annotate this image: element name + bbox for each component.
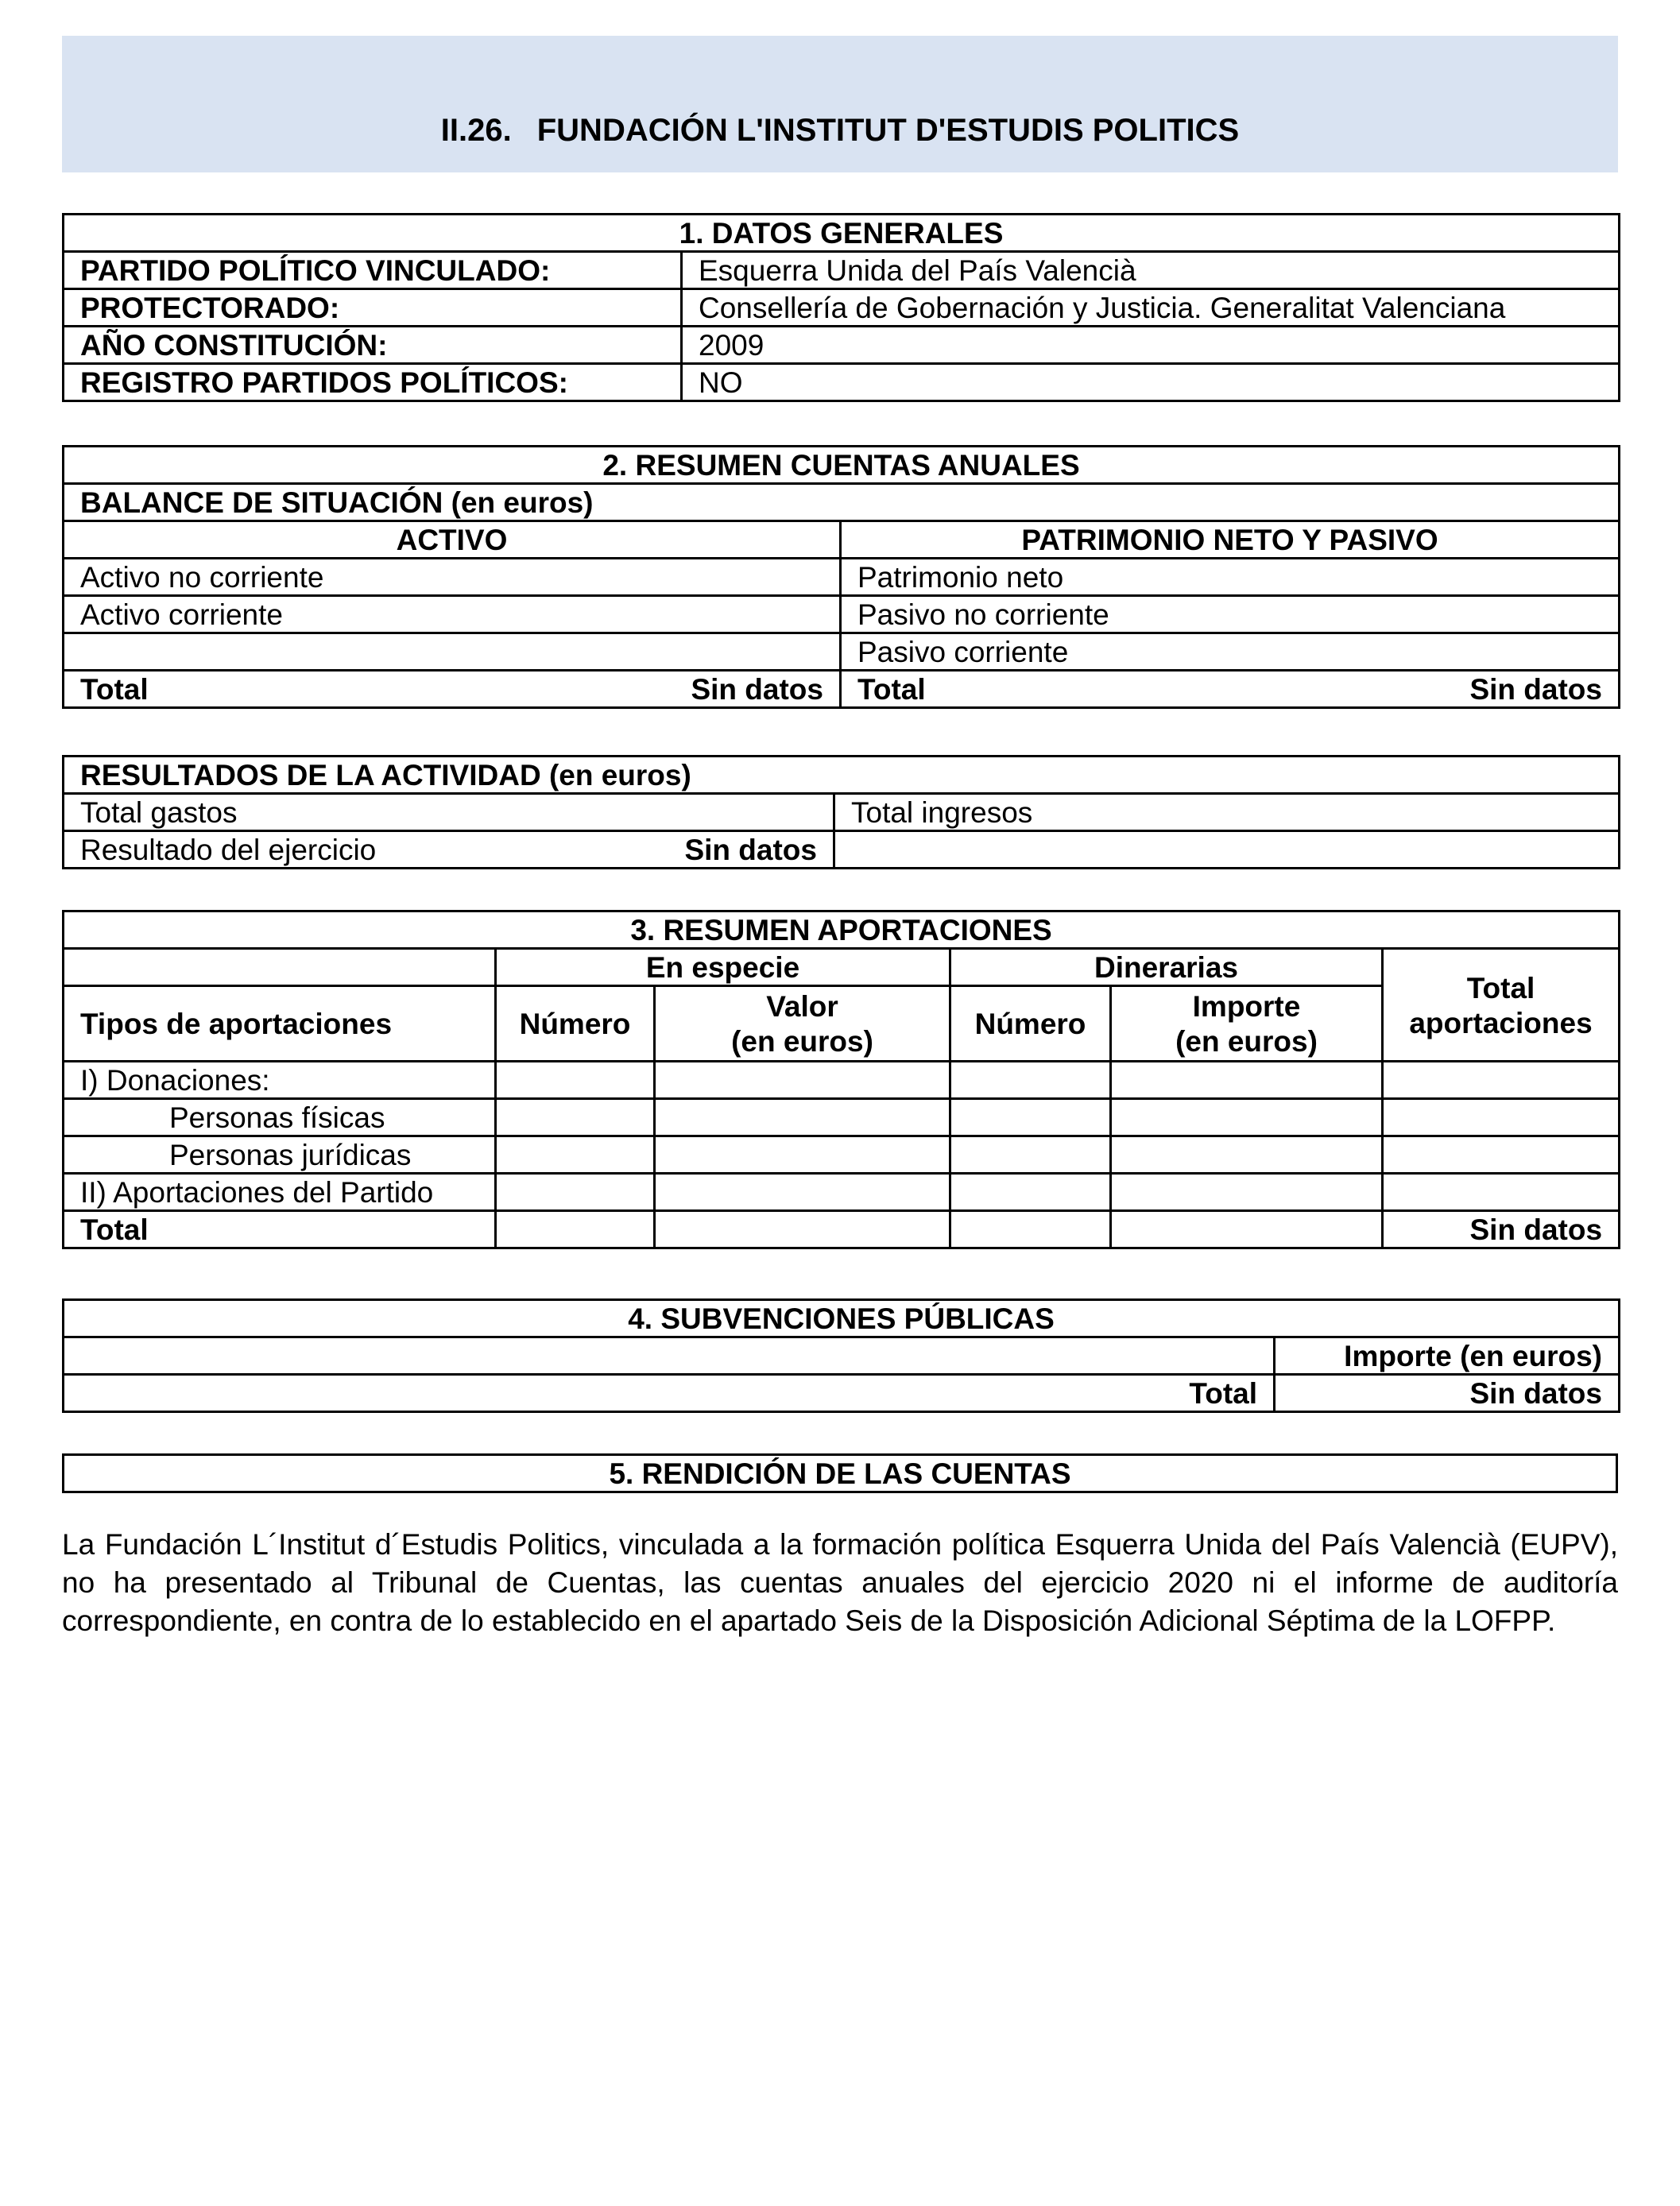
tipos-header: Tipos de aportaciones xyxy=(64,986,496,1062)
rendicion-title: 5. RENDICIÓN DE LAS CUENTAS xyxy=(64,1455,1617,1492)
table-cell xyxy=(496,1099,655,1136)
resultado-empty-cell xyxy=(834,831,1620,869)
rendicion-table xyxy=(62,1453,1618,1493)
table-cell xyxy=(1111,1136,1383,1174)
pasivo-header: PATRIMONIO NETO Y PASIVO xyxy=(841,521,1620,559)
table-row xyxy=(64,252,1620,289)
subvenciones-table xyxy=(62,1298,1620,1413)
table-row xyxy=(64,596,1620,633)
table-cell xyxy=(950,1099,1111,1136)
table-cell xyxy=(1111,1062,1383,1099)
resultado-cell xyxy=(64,831,834,869)
subvenciones-title: 4. SUBVENCIONES PÚBLICAS xyxy=(64,1300,1620,1337)
table-row xyxy=(64,794,1620,831)
total-aportaciones-line2: aportaciones xyxy=(1409,1006,1593,1039)
table-row xyxy=(64,671,1620,708)
subvenciones-total-value: Sin datos xyxy=(1275,1375,1620,1412)
total-ingresos: Total ingresos xyxy=(834,794,1620,831)
table-cell xyxy=(655,1099,950,1136)
table-row xyxy=(64,911,1620,949)
pasivo-corriente: Pasivo corriente xyxy=(841,633,1620,671)
table-cell xyxy=(1383,1174,1620,1211)
table-row xyxy=(64,215,1620,252)
table-row xyxy=(64,1174,1620,1211)
table-row xyxy=(64,831,1620,869)
total-aportaciones-line1: Total xyxy=(1466,971,1535,1004)
table-cell xyxy=(1111,1099,1383,1136)
activo-total-cell xyxy=(64,671,841,708)
valor-header xyxy=(655,986,950,1062)
pasivo-total-value: Sin datos xyxy=(1469,673,1602,706)
table-cell xyxy=(655,1062,950,1099)
pasivo-no-corriente: Pasivo no corriente xyxy=(841,596,1620,633)
activo-total-label: Total xyxy=(80,673,149,706)
table-cell xyxy=(1383,1099,1620,1136)
donaciones-label: I) Donaciones: xyxy=(64,1062,496,1099)
section-number: II.26. xyxy=(440,113,512,148)
importe-euros-header: Importe (en euros) xyxy=(1275,1337,1620,1375)
table-cell xyxy=(1383,1062,1620,1099)
activo-no-corriente: Activo no corriente xyxy=(64,559,841,596)
table-cell xyxy=(1383,1136,1620,1174)
personas-juridicas-label: Personas jurídicas xyxy=(64,1136,496,1174)
table-cell xyxy=(496,1174,655,1211)
header-empty-cell xyxy=(64,949,496,986)
table-cell xyxy=(655,1174,950,1211)
aportaciones-table xyxy=(62,910,1620,1249)
table-row xyxy=(64,1375,1620,1412)
dinerarias-numero-header: Número xyxy=(950,986,1111,1062)
table-cell xyxy=(950,1062,1111,1099)
table-row xyxy=(64,1337,1620,1375)
valor-line2: (en euros) xyxy=(731,1025,873,1058)
subvenciones-empty-cell xyxy=(64,1337,1275,1375)
registro-label: REGISTRO PARTIDOS POLÍTICOS: xyxy=(64,364,682,401)
partido-label: PARTIDO POLÍTICO VINCULADO: xyxy=(64,252,682,289)
ano-constitucion-label: AÑO CONSTITUCIÓN: xyxy=(64,327,682,364)
table-row xyxy=(64,327,1620,364)
rendicion-paragraph: La Fundación L´Institut d´Estudis Politics, vinculada a la formación política Esquerra Unida del País Valencià (EUPV), no ha presentado al Tribunal de Cuentas, las cuentas anuales del ejercicio 2020 ni el informe de auditoría correspondiente, en contra de lo establecido en el apartado Seis de la Disposición Adicional Séptima de la LOFPP. xyxy=(62,1528,1618,1637)
table-cell xyxy=(950,1174,1111,1211)
table-row xyxy=(64,559,1620,596)
table-cell xyxy=(496,1136,655,1174)
foundation-name: FUNDACIÓN L'INSTITUT D'ESTUDIS POLITICS xyxy=(536,113,1240,148)
table-row xyxy=(64,633,1620,671)
protectorado-label: PROTECTORADO: xyxy=(64,289,682,327)
total-gastos: Total gastos xyxy=(64,794,834,831)
table-cell xyxy=(655,1136,950,1174)
activo-header: ACTIVO xyxy=(64,521,841,559)
total-aportaciones-header xyxy=(1383,949,1620,1062)
resultado-value: Sin datos xyxy=(684,834,817,866)
aportaciones-title: 3. RESUMEN APORTACIONES xyxy=(64,911,1620,949)
partido-value: Esquerra Unida del País Valencià xyxy=(682,252,1620,289)
activo-empty-cell xyxy=(64,633,841,671)
balance-title: BALANCE DE SITUACIÓN (en euros) xyxy=(64,484,1620,521)
table-cell xyxy=(1111,1211,1383,1248)
title-banner xyxy=(62,36,1618,172)
cuentas-title: 2. RESUMEN CUENTAS ANUALES xyxy=(64,447,1620,484)
importe-line1: Importe xyxy=(1192,990,1301,1023)
table-row xyxy=(64,757,1620,794)
table-row xyxy=(64,1136,1620,1174)
table-cell xyxy=(496,1062,655,1099)
importe-header xyxy=(1111,986,1383,1062)
patrimonio-neto: Patrimonio neto xyxy=(841,559,1620,596)
table-row xyxy=(64,447,1620,484)
pasivo-total-label: Total xyxy=(857,673,926,706)
table-cell xyxy=(950,1136,1111,1174)
ano-constitucion-value: 2009 xyxy=(682,327,1620,364)
table-row xyxy=(64,1099,1620,1136)
cuentas-anuales-table xyxy=(62,445,1620,709)
table-row xyxy=(64,1455,1617,1492)
activo-total-value: Sin datos xyxy=(691,673,823,706)
table-row xyxy=(64,289,1620,327)
valor-line1: Valor xyxy=(766,990,838,1023)
aportaciones-partido-label: II) Aportaciones del Partido xyxy=(64,1174,496,1211)
registro-value: NO xyxy=(682,364,1620,401)
resultados-title: RESULTADOS DE LA ACTIVIDAD (en euros) xyxy=(64,757,1620,794)
aportaciones-total-value: Sin datos xyxy=(1383,1211,1620,1248)
table-row xyxy=(64,521,1620,559)
especie-numero-header: Número xyxy=(496,986,655,1062)
table-cell xyxy=(1111,1174,1383,1211)
table-row xyxy=(64,949,1620,986)
importe-line2: (en euros) xyxy=(1175,1025,1318,1058)
aportaciones-total-label: Total xyxy=(64,1211,496,1248)
protectorado-value: Consellería de Gobernación y Justicia. Generalitat Valenciana xyxy=(682,289,1620,327)
pasivo-total-cell xyxy=(841,671,1620,708)
table-cell xyxy=(950,1211,1111,1248)
personas-fisicas-label: Personas físicas xyxy=(64,1099,496,1136)
resultados-table xyxy=(62,755,1620,869)
page-title xyxy=(62,111,1618,149)
table-row xyxy=(64,1300,1620,1337)
table-row xyxy=(64,1211,1620,1248)
subvenciones-total-label: Total xyxy=(64,1375,1275,1412)
table-row xyxy=(64,1062,1620,1099)
en-especie-header: En especie xyxy=(496,949,950,986)
resultado-label: Resultado del ejercicio xyxy=(80,834,377,866)
datos-generales-title: 1. DATOS GENERALES xyxy=(64,215,1620,252)
table-row xyxy=(64,364,1620,401)
activo-corriente: Activo corriente xyxy=(64,596,841,633)
table-row xyxy=(64,484,1620,521)
table-cell xyxy=(655,1211,950,1248)
dinerarias-header: Dinerarias xyxy=(950,949,1383,986)
datos-generales-table xyxy=(62,213,1620,402)
table-cell xyxy=(496,1211,655,1248)
